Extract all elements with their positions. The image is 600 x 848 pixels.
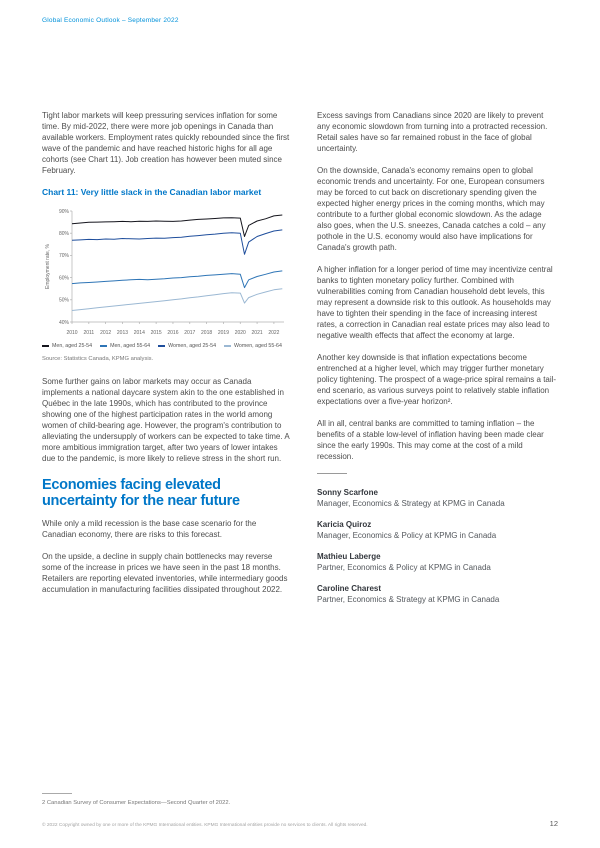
author-name: Caroline Charest bbox=[317, 584, 382, 593]
svg-text:90%: 90% bbox=[58, 208, 69, 215]
author-name: Mathieu Laberge bbox=[317, 552, 381, 561]
author bbox=[317, 519, 558, 541]
author bbox=[317, 583, 558, 605]
svg-text:70%: 70% bbox=[58, 253, 69, 260]
left-column bbox=[42, 110, 290, 615]
author-name: Sonny Scarfone bbox=[317, 488, 378, 497]
svg-text:2022: 2022 bbox=[268, 330, 280, 336]
legend-swatch bbox=[100, 345, 107, 347]
svg-text:Employment rate, %: Employment rate, % bbox=[45, 243, 51, 290]
svg-text:2011: 2011 bbox=[83, 330, 95, 336]
footnote: 2 Canadian Survey of Consumer Expectations—Second Quarter of 2022. bbox=[42, 800, 231, 806]
section-heading: Economies facing elevated uncertainty for the near future bbox=[42, 477, 240, 509]
employment-rate-line-chart bbox=[42, 206, 290, 338]
paragraph-downside: On the downside, Canada's economy remains open to global economic trends and uncertainty. For one, European consumers may be forced to cut back on discretionary spending given the expected higher energy prices in the coming months, which may contribute to a further global economic slowdown. As the adage also goes, when the U.S. sneezes, Canada catches a cold – any pothole in the U.S. economy would also have implications for Canada's growth path. bbox=[317, 166, 546, 252]
svg-text:2015: 2015 bbox=[150, 330, 162, 336]
page-number: 12 bbox=[549, 819, 558, 828]
svg-text:2019: 2019 bbox=[217, 330, 229, 336]
chart-legend bbox=[42, 343, 290, 349]
author bbox=[317, 487, 558, 509]
svg-text:2020: 2020 bbox=[234, 330, 246, 336]
author-role: Partner, Economics & Policy at KPMG in Canada bbox=[317, 563, 491, 572]
svg-text:2013: 2013 bbox=[116, 330, 129, 336]
authors-divider bbox=[317, 473, 347, 474]
legend-item bbox=[224, 343, 282, 349]
paragraph-upside: On the upside, a decline in supply chain bottlenecks may reverse some of the increase in prices we have seen in the past 18 months. Retailers are reporting elevated inventories, while intermediary goods accumulation in manufacturing facilities dissipated throughout 2022. bbox=[42, 552, 288, 594]
authors-block bbox=[317, 487, 558, 605]
page-footer bbox=[42, 793, 558, 828]
chart-title: Chart 11: Very little slack in the Canadian labor market bbox=[42, 187, 262, 197]
svg-text:2021: 2021 bbox=[251, 330, 263, 336]
svg-text:2016: 2016 bbox=[167, 330, 179, 336]
svg-text:40%: 40% bbox=[58, 319, 69, 326]
author-role: Manager, Economics & Policy at KPMG in Canada bbox=[317, 531, 497, 540]
legend-label: Women, aged 55-64 bbox=[234, 343, 282, 349]
legend-item bbox=[42, 343, 92, 349]
svg-text:2017: 2017 bbox=[184, 330, 196, 336]
svg-text:2018: 2018 bbox=[201, 330, 213, 336]
legend-item bbox=[100, 343, 150, 349]
author-role: Manager, Economics & Strategy at KPMG in Canada bbox=[317, 499, 505, 508]
paragraph-conclusion: All in all, central banks are committed to taming inflation – the benefits of a stable low-level of inflation having been made clear since the early 1990s. This may come at the cost of a mild recession. bbox=[317, 419, 544, 461]
svg-text:2014: 2014 bbox=[133, 330, 145, 336]
paragraph-excess-savings: Excess savings from Canadians since 2020 are likely to prevent any economic slowdown from turning into a protracted recession. Retail sales have so far remained robust in the face of global uncertainty. bbox=[317, 111, 548, 153]
legend-swatch bbox=[42, 345, 49, 347]
legend-label: Men, aged 55-64 bbox=[110, 343, 151, 349]
paragraph-expectations: Another key downside is that inflation expectations become entrenched at a higher level, which may trigger further monetary policy tightening. The prospect of a wage-price spiral remains a tail-end scenario, as various surveys point to relatively stable inflation expectations over a five-year horizon². bbox=[317, 353, 557, 406]
report-header: Global Economic Outlook – September 2022 bbox=[42, 17, 179, 24]
svg-text:80%: 80% bbox=[58, 231, 69, 237]
svg-text:50%: 50% bbox=[58, 297, 69, 304]
author-role: Partner, Economics & Strategy at KPMG in Canada bbox=[317, 595, 500, 604]
page-content bbox=[42, 110, 558, 615]
employment-chart bbox=[42, 206, 290, 362]
chart-source: Source: Statistics Canada, KPMG analysis. bbox=[42, 356, 154, 362]
legend-label: Women, aged 25-54 bbox=[168, 343, 217, 349]
legend-label: Men, aged 25-54 bbox=[52, 343, 93, 349]
legend-swatch bbox=[224, 345, 231, 347]
svg-text:2010: 2010 bbox=[66, 330, 78, 336]
legend-swatch bbox=[158, 345, 165, 347]
svg-text:2012: 2012 bbox=[100, 330, 112, 336]
copyright-text: © 2022 Copyright owned by one or more of the KPMG International entities. KPMG International entities provide no services to clients. All rights reserved. bbox=[42, 823, 368, 828]
legend-item bbox=[158, 343, 216, 349]
author bbox=[317, 551, 558, 573]
svg-text:60%: 60% bbox=[58, 275, 69, 282]
footnote-divider bbox=[42, 793, 72, 794]
paragraph-daycare: Some further gains on labor markets may occur as Canada implements a national daycare system akin to the one established in Québec in the late 1990s, which has contributed to the province showing one of the highest participation rates in the world among women of child-bearing age. However, the program's contribution to alleviating the undersupply of workers can be expected to take time. A more ambitious immigration target, after two years of lower intakes due to the pandemic, is more likely to relieve stress in the short run. bbox=[42, 377, 290, 463]
paragraph-recession-risks: While only a mild recession is the base case scenario for the Canadian economy, there are risks to this forecast. bbox=[42, 519, 257, 539]
paragraph-inflation: A higher inflation for a longer period of time may incentivize central banks to tighten monetary policy further. Combined with vulnerabilities coming from Canadian household debt levels, this may represent a downside risk to this outlook. As households may have to tighten their spending in the face of increasing interest rates, a correction in Canadian real estate prices may also lead to negative wealth effects that affect the economy at large. bbox=[317, 265, 553, 340]
right-column bbox=[317, 110, 558, 615]
author-name: Karicia Quiroz bbox=[317, 520, 372, 529]
paragraph-labor-markets: Tight labor markets will keep pressuring services inflation for some time. By mid-2022, there were more job openings in Canada than available workers. Employment rates quickly rebounded since the first wave of the pandemic and have reached historic highs for all age cohorts (see Chart 11). Job creation has however been muted since February. bbox=[42, 111, 290, 175]
